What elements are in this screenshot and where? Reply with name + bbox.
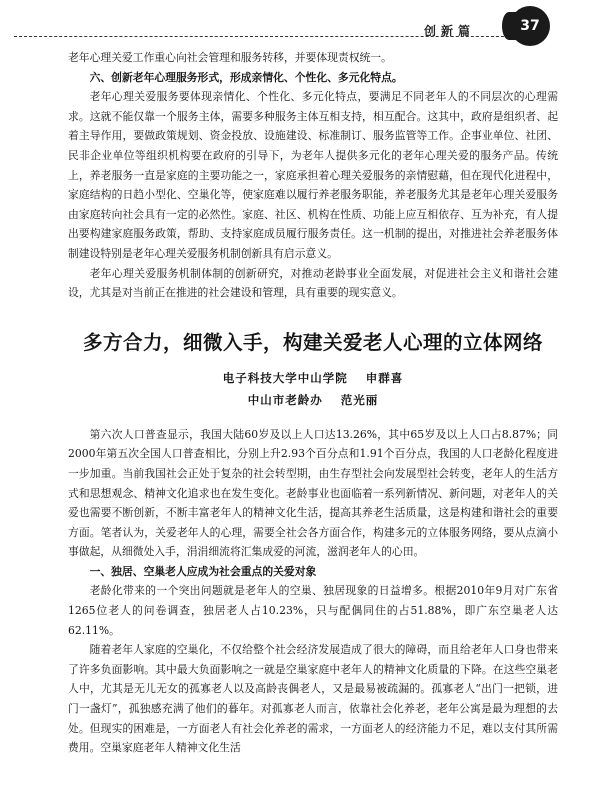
page-header [0, 0, 600, 46]
page-body [68, 48, 558, 758]
author-affiliation: 中山市老龄办 [247, 392, 323, 407]
section1-paragraph-2: 随着老年人家庭的空巢化，不仅给整个社会经济发展造成了很大的障碍，而且给老年人口身也带来了许多负面影响。其中最大负面影响之一就是空巢家庭中老年人的精神文化质量的下降。在这些空巢老人中，尤其是无儿无女的孤寡老人以及高龄丧偶老人，又是最易被疏漏的。孤寡老人“出门一把锁，进门一盏灯”，孤独感充满了他们的暮年。对孤寡老人而言，依靠社会化养老，老年公寓是最为理想的去处。但现实的困难是，一方面老人有社会化养老的需求，一方面老人的经济能力不足，难以支付其所需费用。空巢家庭老年人精神文化生活 [68, 643, 558, 755]
page-number-badge: 37 [510, 6, 550, 46]
article-title: 多方合力，细微入手，构建关爱老人心理的立体网络 [82, 330, 543, 354]
author-line-2 [68, 389, 558, 411]
authors-block [68, 367, 558, 411]
point6-heading: 六、创新老年心理服务形式，形成亲情化、个性化、多元化特点。 [89, 70, 403, 84]
continuation-paragraph: 老年心理关爱工作重心向社会管理和服务转移，并要体现责权统一。 [68, 51, 392, 64]
author-line-1 [68, 367, 558, 389]
author-name: 范光丽 [340, 392, 379, 407]
author-name: 申群喜 [365, 370, 404, 385]
summary-paragraph: 老年心理关爱服务机制体制的创新研究，对推动老龄事业全面发展，对促进社会主义和谐社会建设，尤其是对当前正在推进的社会建设和管理，具有重要的现实意义。 [68, 266, 558, 300]
point6-paragraph: 老年心理关爱服务要体现亲情化、个性化、多元化特点，要满足不同老年人的不同层次的心理需求。这就不能仅靠一个服务主体，需要多种服务主体互相支持，相互配合。这其中，政府是组织者、起着主导作用，要做政策规划、资金投放、设施建设、标准制订、服务监管等工作。企事业单位、社团、民非企业单位等组织机构要在政府的引导下，为老年人提供多元化的老年心理关爱的服务产品。传统上，养老服务一直是家庭的主要功能之一，家庭承担着心理关爱服务的亲情慰藉，但在现代化进程中，家庭结构的日趋小型化、空巢化等，使家庭难以履行养老服务职能，养老服务尤其是老年心理关爱服务由家庭转向社会具有一定的必然性。家庭、社区、机构在性质、功能上应互相依存、互为补充，有人提出要构建家庭服务政策，帮助、支持家庭成员履行服务责任。这一机制的提出，对推进社会养老服务体制建设特别是老年心理关爱服务机制创新具有启示意义。 [68, 90, 558, 260]
author-affiliation: 电子科技大学中山学院 [222, 370, 348, 385]
intro-paragraph: 第六次人口普查显示，我国大陆60岁及以上人口达13.26%，其中65岁及以上人口占8.87%；同2000年第五次全国人口普查相比，分别上升2.93个百分点和1.91个百分点，我国的人口老龄化程度进一步加重。当前我国社会正处于复杂的社会转型期，由生存型社会向发展型社会转变，老年人的生活方式和思想观念、精神文化追求也在发生变化。老龄事业也面临着一系列新情况、新问题，对老年人的关爱也需要不断创新，不断丰富老年人的精神文化生活，提高其养老生活质量，这是构建和谐社会的重要方面。笔者认为，关爱老年人的心理，需要全社会各方面合作，构建多元的立体服务网络，要从点滴小事做起，从细微处入手，涓涓细流将汇集成爱的河流，滋润老年人的心田。 [68, 427, 558, 559]
section1-paragraph-1: 老龄化带来的一个突出问题就是老年人的空巢、独居现象的日益增多。根据2010年9月对广东省1265位老人的问卷调查，独居老人占10.23%，只与配偶同住的占51.88%，即广东空巢老人达62.11%。 [68, 584, 558, 637]
section1-heading: 一、独居、空巢老人应成为社会重点的关爱对象 [89, 564, 317, 578]
section-name: 创新篇 [424, 24, 476, 38]
